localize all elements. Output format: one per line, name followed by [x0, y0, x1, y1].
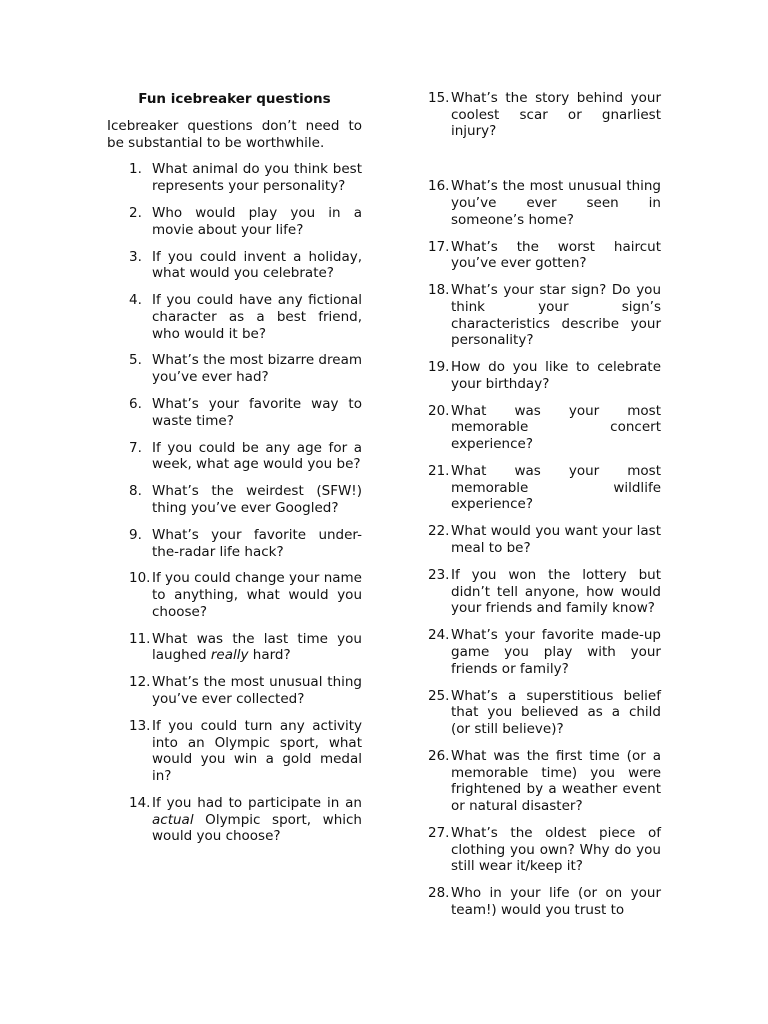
- question-number: [107, 161, 151, 178]
- question-number: [107, 718, 151, 735]
- question-number-label: 28.: [428, 885, 450, 902]
- question-text: What’s the weirdest (SFW!) thing you’ve ever Googled?: [152, 483, 362, 516]
- question-number-label: 1.: [129, 161, 142, 178]
- question-number: [428, 178, 449, 195]
- question-number: [428, 748, 449, 765]
- question-number-label: 2.: [129, 205, 142, 221]
- question-text-emphasis: really: [210, 647, 249, 664]
- question-text: What’s the worst haircut you’ve ever gotten?: [451, 238, 661, 272]
- intro-paragraph: Icebreaker questions don’t need to be substantial to be worthwhile.: [107, 118, 362, 151]
- question-number: [107, 396, 151, 413]
- question-item: [428, 463, 661, 513]
- left-column: [107, 90, 362, 855]
- question-text: If you won the lottery but didn’t tell anyone, how would your friends and family know?: [451, 566, 661, 617]
- question-number-label: 8.: [129, 483, 142, 500]
- question-item: [428, 178, 661, 228]
- question-text: What’s the most bizarre dream you’ve ever had?: [152, 352, 362, 386]
- question-number-label: 9.: [129, 526, 142, 543]
- question-number: [428, 90, 449, 107]
- question-text-emphasis: actual: [152, 811, 194, 828]
- question-text: [152, 795, 362, 844]
- question-item: [428, 748, 661, 815]
- question-number: [428, 282, 449, 299]
- question-item: [107, 570, 362, 620]
- question-number: [107, 527, 151, 544]
- question-text-part: If you had to participate in an: [152, 794, 362, 811]
- question-text: If you could change your name to anything, what would you choose?: [152, 570, 362, 620]
- question-text: What would you want your last meal to be?: [451, 523, 661, 557]
- question-text: What’s your favorite made-up game you play with your friends or family?: [451, 627, 661, 677]
- question-item: [107, 483, 362, 516]
- question-item: [428, 90, 661, 140]
- question-number-label: 22.: [428, 523, 450, 540]
- question-text: What’s a superstitious belief that you believed as a child (or still believe)?: [451, 687, 661, 737]
- question-item: [107, 352, 362, 385]
- question-text: If you could invent a holiday, what would you celebrate?: [152, 248, 362, 282]
- question-text: What’s the most unusual thing you’ve ever seen in someone’s home?: [451, 178, 661, 228]
- question-number: [107, 249, 151, 266]
- page-title: Fun icebreaker questions: [138, 91, 331, 107]
- question-number-label: 24.: [428, 627, 450, 644]
- question-item: [107, 161, 362, 194]
- question-number: [428, 523, 449, 540]
- question-list-right: [428, 90, 661, 919]
- question-number: [107, 292, 151, 309]
- question-number: [428, 403, 449, 420]
- question-item: [428, 567, 661, 617]
- question-number-label: 6.: [129, 396, 142, 413]
- question-text: What’s your favorite way to waste time?: [152, 396, 362, 429]
- question-text: If you could be any age for a week, what age would you be?: [152, 439, 362, 473]
- question-text: What was the first time (or a memorable time) you were frightened by a weather event or natural disaster?: [451, 747, 661, 814]
- question-number: [428, 627, 449, 644]
- question-number-label: 7.: [129, 439, 142, 456]
- question-item: [428, 885, 661, 918]
- question-number-label: 14.: [129, 794, 151, 811]
- question-item: [107, 795, 362, 845]
- question-number-label: 17.: [428, 238, 450, 255]
- question-number-label: 10.: [129, 570, 151, 587]
- question-number: [107, 631, 151, 648]
- question-number-label: 11.: [129, 630, 151, 647]
- question-item: [107, 396, 362, 429]
- question-number-label: 5.: [129, 352, 142, 369]
- question-number-label: 15.: [428, 90, 450, 106]
- question-item: [428, 239, 661, 272]
- question-number-label: 21.: [428, 463, 450, 480]
- question-text: If you could turn any activity into an Olympic sport, what would you win a gold medal in?: [152, 717, 362, 785]
- question-number: [428, 567, 449, 584]
- question-number-label: 12.: [129, 674, 151, 691]
- question-text-part: What was the last time you laughed: [152, 630, 362, 664]
- question-number: [428, 239, 449, 256]
- question-number: [107, 352, 151, 369]
- question-item: [428, 523, 661, 556]
- question-item: [107, 527, 362, 560]
- question-item: [428, 688, 661, 738]
- right-column: [428, 90, 661, 929]
- question-number-label: 27.: [428, 824, 450, 841]
- question-text: [152, 631, 362, 664]
- question-number: [428, 463, 449, 480]
- question-number: [107, 795, 151, 812]
- question-number: [107, 205, 151, 222]
- question-text-part: hard?: [248, 647, 291, 664]
- spacer: [428, 150, 661, 178]
- question-text: What’s the oldest piece of clothing you own? Why do you still wear it/keep it?: [451, 824, 661, 875]
- question-item: [107, 631, 362, 664]
- question-item: [107, 205, 362, 238]
- question-number-label: 25.: [428, 687, 450, 704]
- question-item: [107, 249, 362, 282]
- question-text-part: Olympic sport, which would you choose?: [152, 811, 362, 845]
- question-item: [107, 292, 362, 342]
- question-number-label: 3.: [129, 248, 142, 265]
- question-number: [107, 440, 151, 457]
- question-text: What was your most memorable concert experience?: [451, 402, 661, 453]
- question-number-label: 20.: [428, 402, 450, 419]
- question-text: What’s the most unusual thing you’ve ever collected?: [152, 674, 362, 708]
- question-item: [428, 627, 661, 677]
- question-item: [428, 359, 661, 392]
- question-item: [107, 440, 362, 473]
- question-text: Who would play you in a movie about your life?: [152, 205, 362, 238]
- question-text: What’s the story behind your coolest scar or gnarliest injury?: [451, 90, 661, 140]
- question-item: [428, 825, 661, 875]
- question-number-label: 19.: [428, 359, 450, 376]
- question-number: [107, 674, 151, 691]
- question-number: [428, 359, 449, 376]
- question-item: [428, 403, 661, 453]
- question-item: [428, 282, 661, 349]
- question-list-left: [107, 161, 362, 845]
- question-number: [428, 688, 449, 705]
- question-item: [107, 674, 362, 707]
- question-text: What’s your favorite under-the-radar life hack?: [152, 526, 362, 560]
- question-text: What’s your star sign? Do you think your sign’s characteristics describe your personality?: [451, 282, 661, 349]
- question-number-label: 13.: [129, 717, 151, 734]
- question-number: [428, 825, 449, 842]
- question-text: What animal do you think best represents your personality?: [152, 161, 362, 195]
- question-text: If you could have any fictional character as a best friend, who would it be?: [152, 292, 362, 342]
- question-number-label: 4.: [129, 292, 142, 309]
- question-text: Who in your life (or on your team!) would you trust to: [451, 885, 661, 918]
- question-number-label: 16.: [428, 178, 450, 195]
- question-number-label: 18.: [428, 282, 450, 299]
- question-text: How do you like to celebrate your birthday?: [451, 359, 661, 392]
- question-text: What was your most memorable wildlife experience?: [451, 463, 661, 513]
- question-number-label: 23.: [428, 566, 450, 583]
- question-number: [107, 570, 151, 587]
- question-number-label: 26.: [428, 747, 450, 764]
- question-number: [428, 885, 449, 902]
- question-number: [107, 483, 151, 500]
- question-item: [107, 718, 362, 785]
